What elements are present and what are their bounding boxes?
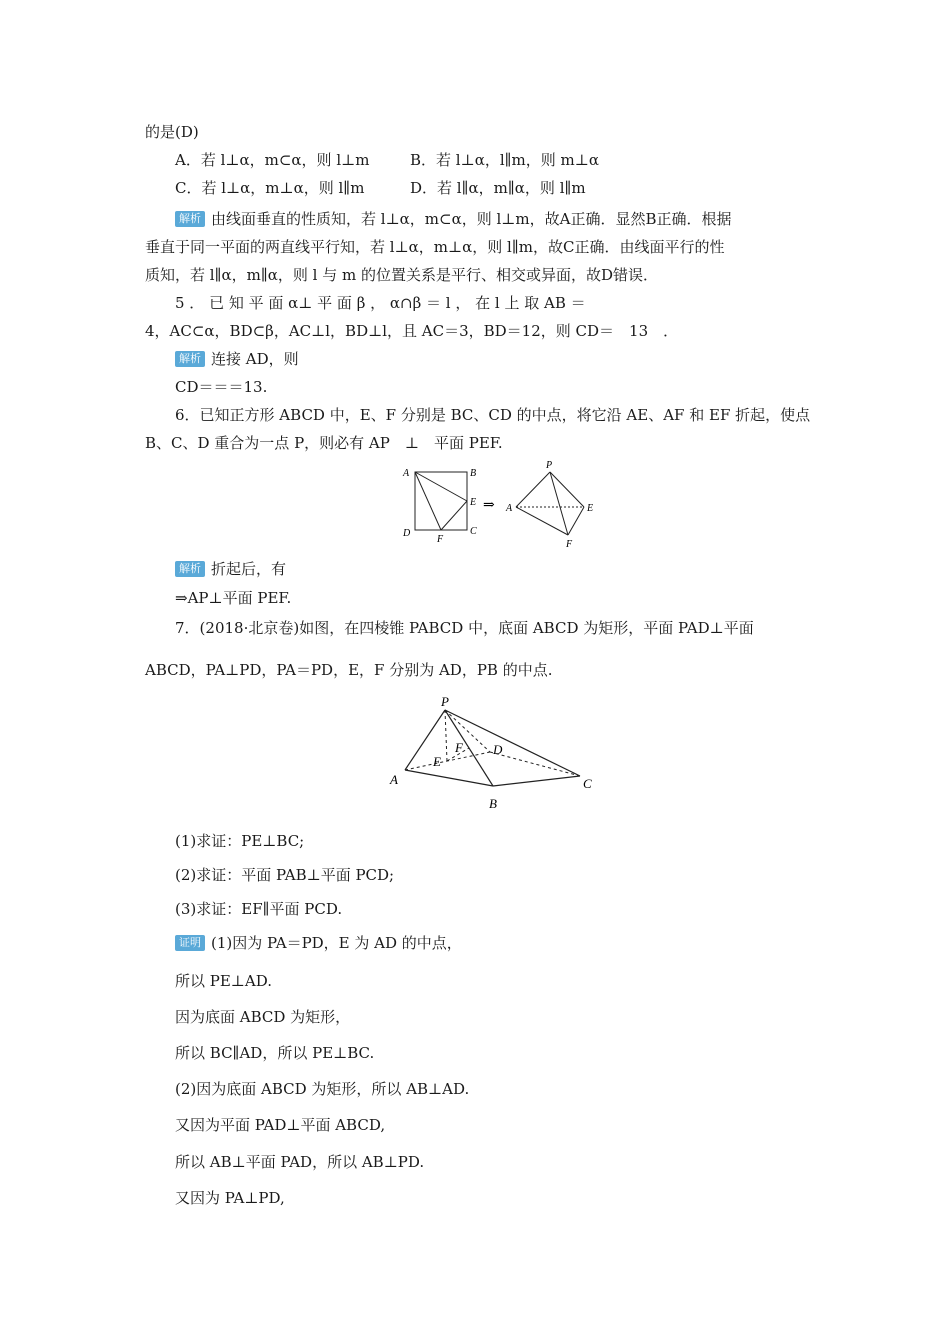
q4-option-d: D．若 l∥α，m∥α，则 l∥m xyxy=(410,179,586,197)
label-a: A xyxy=(403,468,410,479)
q7-line-2: ABCD，PA⊥PD，PA＝PD，E，F 分别为 AD，PB 的中点. xyxy=(145,661,553,679)
q5-line-1: 5 ． 已 知 平 面 α⊥ 平 面 β ， α∩β ＝ l ， 在 l 上 取 AB ＝ xyxy=(175,294,586,312)
q7-pyramid-figure xyxy=(385,690,600,815)
q6-line-2: B、C、D 重合为一点 P，则必有 AP ⊥ 平面 PEF. xyxy=(145,434,503,452)
label-a-folded: A xyxy=(506,503,513,514)
analysis-tag: 解析 xyxy=(175,351,205,367)
q7-proof-line-1 xyxy=(175,932,462,954)
label-a: A xyxy=(390,772,398,787)
q7-proof-line-7: 所以 AB⊥平面 PAD，所以 AB⊥PD. xyxy=(175,1153,425,1171)
edge-dc xyxy=(490,752,580,776)
q7-proof-line-2: 所以 PE⊥AD. xyxy=(175,972,273,990)
segment-ef xyxy=(441,501,467,530)
analysis-tag: 解析 xyxy=(175,211,205,227)
label-f: F xyxy=(455,740,463,755)
label-d: D xyxy=(493,742,503,757)
label-e-folded: E xyxy=(587,503,594,514)
segment-ef-folded xyxy=(568,507,584,535)
segment-pa xyxy=(516,472,550,507)
q6-analysis-text-1: 折起后，有 xyxy=(211,560,287,578)
label-b: B xyxy=(470,468,477,479)
q4-analysis-line-3: 质知，若 l∥α，m∥α，则 l 与 m 的位置关系是平行、相交或异面，故D错误． xyxy=(145,266,659,284)
segment-pe xyxy=(445,710,447,761)
q5-analysis-line-1 xyxy=(175,348,299,370)
label-c: C xyxy=(470,526,477,537)
label-c: C xyxy=(583,776,592,791)
label-e: E xyxy=(433,754,441,769)
label-e: E xyxy=(470,497,477,508)
arrow-implies: ⇒ xyxy=(483,498,495,513)
square-abcd xyxy=(415,472,467,530)
segment-af xyxy=(415,472,441,530)
label-b: B xyxy=(489,796,497,811)
q7-part-1: (1)求证：PE⊥BC; xyxy=(175,832,305,850)
q4-option-b: B．若 l⊥α，l∥m，则 m⊥α xyxy=(410,151,600,169)
q4-analysis-line-2: 垂直于同一平面的两直线平行知，若 l⊥α，m⊥α，则 l∥m，故C正确．由线面平行的性 xyxy=(145,238,725,256)
q6-analysis-line-1 xyxy=(175,558,286,580)
label-p: P xyxy=(546,460,553,471)
q7-proof-line-5: (2)因为底面 ABCD 为矩形，所以 AB⊥AD. xyxy=(175,1080,470,1098)
q5-analysis-text-1: 连接 AD，则 xyxy=(211,350,299,368)
label-p: P xyxy=(441,694,449,709)
q6-line-1: 6．已知正方形 ABCD 中，E、F 分别是 BC、CD 的中点，将它沿 AE、AF 和 EF 折起，使点 xyxy=(175,406,811,424)
q7-proof-line-4: 所以 BC∥AD，所以 PE⊥BC. xyxy=(175,1044,375,1062)
q6-analysis-line-2: ⇒AP⊥平面 PEF. xyxy=(175,589,292,607)
label-f-folded: F xyxy=(566,539,573,548)
q4-option-a: A．若 l⊥α，m⊂α，则 l⊥m xyxy=(175,151,370,169)
q7-proof-line-8: 又因为 PA⊥PD, xyxy=(175,1189,285,1207)
label-d: D xyxy=(403,528,411,539)
label-f: F xyxy=(437,534,444,545)
edge-bc xyxy=(493,776,580,786)
edge-ab xyxy=(405,770,493,786)
q5-line-2: 4，AC⊂α，BD⊂β，AC⊥l，BD⊥l，且 AC＝3，BD＝12，则 CD＝ 13 ． xyxy=(145,322,679,340)
q4-stem-tail: 的是(D) xyxy=(145,123,199,141)
q6-folding-figure xyxy=(395,458,615,548)
q4-option-c: C．若 l⊥α，m⊥α，则 l∥m xyxy=(175,179,365,197)
q4-analysis-line-1 xyxy=(175,208,731,230)
q7-proof-line-3: 因为底面 ABCD 为矩形， xyxy=(175,1008,351,1026)
q7-line-1: 7．(2018·北京卷)如图，在四棱锥 PABCD 中，底面 ABCD 为矩形，平面 PAD⊥平面 xyxy=(175,619,754,637)
q7-proof-line-6: 又因为平面 PAD⊥平面 ABCD, xyxy=(175,1116,386,1134)
q4-analysis-text-1: 由线面垂直的性质知，若 l⊥α，m⊂α，则 l⊥m，故A正确．显然B正确．根据 xyxy=(211,210,732,228)
analysis-tag: 解析 xyxy=(175,561,205,577)
segment-af-folded xyxy=(516,507,568,535)
segment-ae xyxy=(415,472,467,501)
q7-proof-text-1: (1)因为 PA＝PD，E 为 AD 的中点， xyxy=(211,934,462,952)
q7-part-3: (3)求证：EF∥平面 PCD. xyxy=(175,900,343,918)
q7-part-2: (2)求证：平面 PAB⊥平面 PCD; xyxy=(175,866,395,884)
proof-tag: 证明 xyxy=(175,935,205,951)
q5-analysis-line-2: CD＝＝＝13. xyxy=(175,378,268,396)
